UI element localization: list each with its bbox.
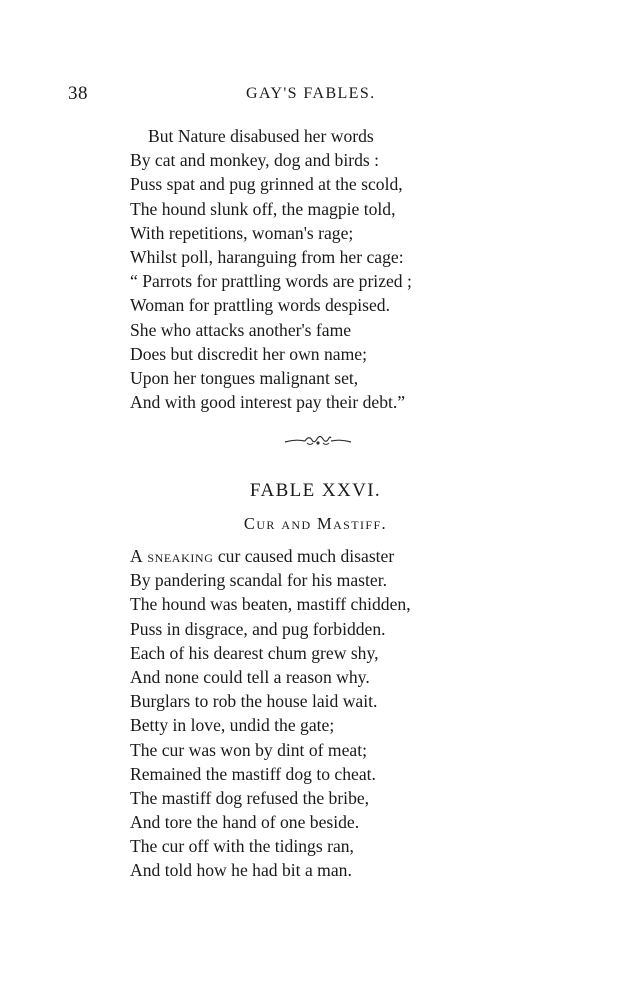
opening-words: A sneaking [130,546,214,566]
verse-line-first [130,544,411,568]
verse-line: Woman for prattling words despised. [130,295,390,316]
closing-stanza [130,124,412,414]
page-number: 38 [68,83,88,104]
verse-line: And tore the hand of one beside. [130,812,360,833]
verse-line: With repetitions, woman's rage; [130,222,354,243]
verse-line: By cat and monkey, dog and birds : [130,150,380,171]
verse-line: But Nature disabused her words [148,126,374,146]
verse-line: The hound slunk off, the magpie told, [130,198,396,219]
verse-line: And told how he had bit a man. [130,860,352,881]
verse-line: The mastiff dog refused the bribe, [130,787,370,808]
fable-verse [130,544,411,883]
verse-line: Betty in love, undid the gate; [130,715,335,736]
first-line-rest: cur caused much disaster [213,546,395,566]
verse-line: Whilst poll, haranguing from her cage: [130,246,404,267]
verse-line: The cur off with the tidings ran, [130,836,354,857]
verse-line: Burglars to rob the house laid wait. [130,691,378,712]
verse-line: Remained the mastiff dog to cheat. [130,763,376,784]
fable-subtitle: Cur and Mastiff. [243,514,388,533]
page-header [0,83,631,109]
fable-title: FABLE XXVI. [249,480,382,501]
running-title: GAY'S FABLES. [246,85,376,102]
verse-line: Each of his dearest chum grew shy, [130,642,379,663]
verse-line: And none could tell a reason why. [130,666,370,687]
verse-line: Puss in disgrace, and pug forbidden. [130,618,386,639]
verse-line: Does but discredit her own name; [130,343,367,364]
verse-line: And with good interest pay their debt.” [130,392,406,413]
verse-line: By pandering scandal for his master. [130,570,387,591]
verse-line: The cur was won by dint of meat; [130,739,367,760]
verse-line: Upon her tongues malignant set, [130,367,359,388]
verse-line: She who attacks another's fame [130,319,352,340]
verse-line: Puss spat and pug grinned at the scold, [130,174,403,195]
verse-line: “ Parrots for prattling words are prized ; [130,271,412,292]
ornament-divider [283,434,353,448]
verse-line: The hound was beaten, mastiff chidden, [130,594,411,615]
